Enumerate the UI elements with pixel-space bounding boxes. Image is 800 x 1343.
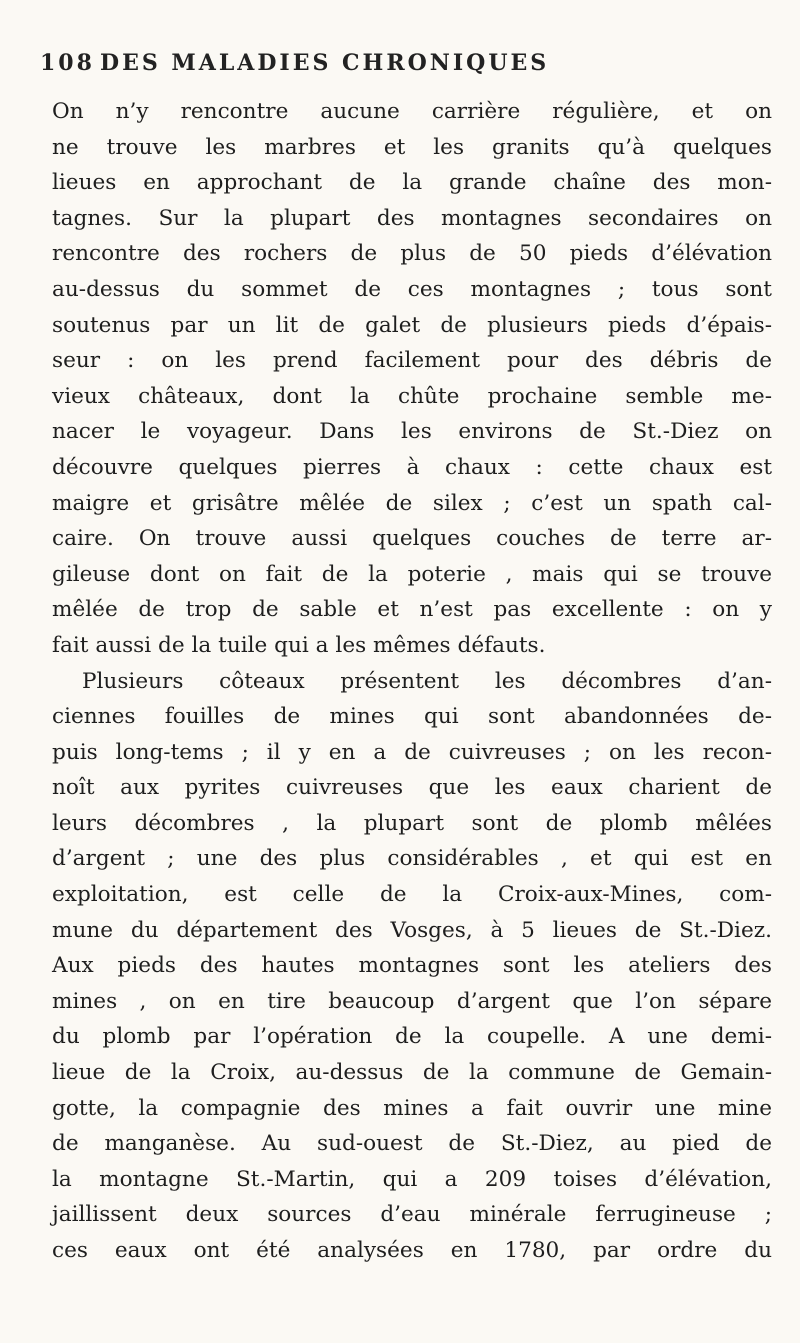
text-line: seur : on les prend facilement pour des débris de <box>52 348 772 374</box>
text-line: de manganèse. Au sud-ouest de St.-Diez, au pied de <box>52 1131 772 1157</box>
text-line: mune du département des Vosges, à 5 lieues de St.-Diez. <box>52 917 772 943</box>
text-line: jaillissent deux sources d’eau minérale ferrugineuse ; <box>52 1202 772 1228</box>
text-line: d’argent ; une des plus considérables , et qui est en <box>52 846 772 872</box>
text-line: ne trouve les marbres et les granits qu’à quelques <box>52 134 772 160</box>
text-line: du plomb par l’opération de la coupelle. A une demi- <box>52 1024 772 1050</box>
text-line: mêlée de trop de sable et n’est pas excellente : on y <box>52 597 772 623</box>
text-line: exploitation, est celle de la Croix-aux-Mines, com- <box>52 882 772 908</box>
text-line: On n’y rencontre aucune carrière régulière, et on <box>52 99 772 124</box>
text-line: ces eaux ont été analysées en 1780, par ordre du <box>52 1238 772 1263</box>
paragraph-start-line: Plusieurs côteaux présentent les décombres d’an- <box>82 668 772 694</box>
text-line: la montagne St.-Martin, qui a 209 toises d’élévation, <box>52 1166 772 1192</box>
text-line: ciennes fouilles de mines qui sont abandonnées de- <box>52 704 772 730</box>
text-line: maigre et grisâtre mêlée de silex ; c’est un spath cal- <box>52 490 772 516</box>
text-line: rencontre des rochers de plus de 50 pieds d’élévation <box>52 241 772 267</box>
text-line: nacer le voyageur. Dans les environs de St.-Diez on <box>52 419 772 445</box>
text-line: Aux pieds des hautes montagnes sont les ateliers des <box>52 953 772 979</box>
text-line: mines , on en tire beaucoup d’argent que l’on sépare <box>52 988 772 1014</box>
text-line: noît aux pyrites cuivreuses que les eaux charient de <box>52 775 772 801</box>
text-line: gotte, la compagnie des mines a fait ouvrir une mine <box>52 1095 772 1121</box>
paragraph-end-line: fait aussi de la tuile qui a les mêmes défauts. <box>52 632 546 658</box>
running-head <box>40 50 680 90</box>
text-line: puis long-tems ; il y en a de cuivreuses ; on les recon- <box>52 739 772 765</box>
text-line: leurs décombres , la plupart sont de plomb mêlées <box>52 810 772 836</box>
text-line: vieux châteaux, dont la chûte prochaine semble me- <box>52 383 772 409</box>
running-title: DES MALADIES CHRONIQUES <box>100 50 550 76</box>
text-line: tagnes. Sur la plupart des montagnes secondaires on <box>52 205 772 231</box>
body-text <box>52 94 772 1269</box>
page-number: 108 <box>40 50 95 76</box>
text-line: lieues en approchant de la grande chaîne des mon- <box>52 170 772 196</box>
text-line: découvre quelques pierres à chaux : cette chaux est <box>52 454 772 480</box>
text-line: caire. On trouve aussi quelques couches de terre ar- <box>52 526 772 552</box>
text-line: soutenus par un lit de galet de plusieurs pieds d’épais- <box>52 312 772 338</box>
text-line: au-dessus du sommet de ces montagnes ; tous sont <box>52 276 772 302</box>
text-line: gileuse dont on fait de la poterie , mais qui se trouve <box>52 561 772 587</box>
text-line: lieue de la Croix, au-dessus de la commune de Gemain- <box>52 1060 772 1086</box>
